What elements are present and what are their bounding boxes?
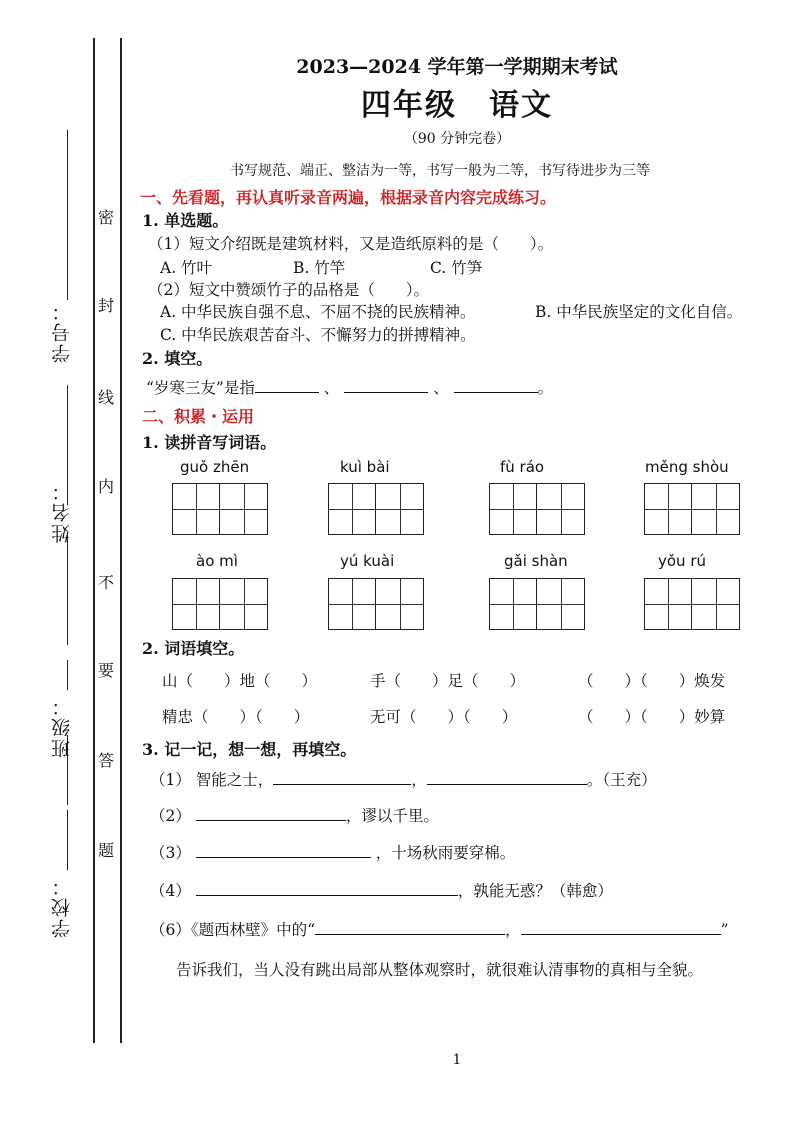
pinyin-label: měng shòu (645, 458, 729, 476)
memorize-item-4: （4） ，孰能无惑？（韩愈） (150, 882, 613, 900)
binding-line-left (93, 38, 95, 1043)
memorize-item-6: （6）《题西林壁》中的“ ， ” (150, 921, 729, 939)
pinyin-label: yú kuài (340, 552, 395, 570)
seal-char: 不 (98, 573, 115, 592)
section-1-heading: 一、先看题，再认真听录音两遍，根据录音内容完成练习。 (140, 188, 557, 207)
student-id-blank (67, 130, 68, 300)
name-blank-lower (67, 535, 68, 645)
option-c: C. 竹笋 (430, 259, 483, 277)
school-blank (67, 810, 68, 870)
answer-blank[interactable] (196, 843, 371, 858)
class-blank (67, 660, 68, 690)
memorize-item-3: （3） ，十场秋雨要穿棉。 (150, 844, 516, 862)
pinyin-label: fù ráo (500, 458, 545, 476)
pinyin-question-heading: 1. 读拼音写词语。 (142, 433, 277, 452)
handwriting-note: 书写规范、端正、整洁为一等，书写一般为二等，书写待进步为三等 (230, 163, 650, 179)
answer-blank[interactable] (273, 770, 411, 785)
idiom-item[interactable]: （ ）（ ）焕发 (578, 672, 726, 690)
three-friends-line: “岁寒三友”是指 、 、 。 (146, 379, 554, 397)
question-2-heading: 2. 填空。 (142, 349, 213, 368)
answer-blank[interactable] (255, 378, 319, 393)
section-2-heading: 二、积累・运用 (142, 407, 255, 426)
exam-title: 四年级 语文 (361, 88, 553, 123)
pinyin-label: ào mì (196, 552, 238, 570)
exam-duration: （90 分钟完卷） (403, 131, 511, 147)
writing-grid[interactable] (644, 483, 740, 535)
memorize-heading: 3. 记一记，想一想，再填空。 (142, 740, 357, 759)
answer-blank[interactable] (427, 770, 587, 785)
answer-blank[interactable] (196, 806, 346, 821)
answer-blank[interactable] (344, 378, 428, 393)
option-b: B. 竹竿 (293, 259, 346, 277)
writing-grid[interactable] (644, 578, 740, 630)
writing-grid[interactable] (489, 578, 585, 630)
idiom-item[interactable]: 山（ ）地（ ） (162, 672, 318, 690)
idiom-item[interactable]: 手（ ）足（ ） (370, 672, 526, 690)
option-a: A. 中华民族自强不息、不屈不挠的民族精神。 (160, 303, 476, 321)
page-number: 1 (452, 1052, 462, 1068)
pinyin-label: yǒu rú (658, 552, 707, 570)
seal-char: 要 (98, 661, 115, 680)
pinyin-label: gǎi shàn (504, 552, 568, 570)
answer-blank[interactable] (521, 920, 721, 935)
writing-grid[interactable] (489, 483, 585, 535)
writing-grid[interactable] (172, 483, 268, 535)
writing-grid[interactable] (172, 578, 268, 630)
question-1-heading: 1. 单选题。 (142, 211, 229, 230)
seal-char: 密 (98, 208, 115, 227)
binding-line-right (120, 38, 122, 1043)
option-b: B. 中华民族坚定的文化自信。 (535, 303, 743, 321)
memorize-item-6-continuation: 告诉我们，当人没有跳出局部从整体观察时，就很难认清事物的真相与全貌。 (176, 961, 704, 979)
three-friends-prefix: “岁寒三友”是指 (146, 379, 255, 397)
pinyin-label: guǒ zhēn (180, 458, 250, 476)
answer-blank[interactable] (454, 378, 538, 393)
seal-char: 线 (98, 388, 115, 407)
seal-char: 封 (98, 296, 115, 315)
word-fill-heading: 2. 词语填空。 (142, 639, 245, 658)
memorize-item-1: （1） 智能之士， ， 。（王充） (150, 771, 657, 789)
memorize-item-2: （2） ，谬以千里。 (150, 807, 439, 825)
seal-char: 内 (98, 477, 115, 496)
name-label: 姓名： (51, 480, 73, 543)
answer-blank[interactable] (196, 881, 458, 896)
idiom-item[interactable]: 精忠（ ）（ ） (162, 708, 310, 726)
writing-grid[interactable] (328, 578, 424, 630)
idiom-item[interactable]: （ ）（ ）妙算 (578, 708, 726, 726)
option-c: C. 中华民族艰苦奋斗、不懈努力的拼搏精神。 (160, 326, 476, 344)
pinyin-label: kuì bài (340, 458, 390, 476)
student-id-label: 学号： (51, 300, 73, 363)
seal-char: 答 (98, 751, 115, 770)
option-a: A. 竹叶 (160, 259, 213, 277)
answer-blank[interactable] (315, 920, 505, 935)
question-1-2: （2）短文中赞颂竹子的品格是（ ）。 (148, 281, 430, 299)
exam-subtitle: 2023—2024 学年第一学期期末考试 (296, 56, 618, 78)
idiom-item[interactable]: 无可（ ）（ ） (370, 708, 518, 726)
seal-char: 题 (98, 841, 115, 860)
question-1-1: （1）短文介绍既是建筑材料，又是造纸原料的是（ ）。 (148, 235, 554, 253)
class-label: 班级： (51, 695, 73, 758)
school-label: 学校： (51, 875, 73, 938)
writing-grid[interactable] (328, 483, 424, 535)
